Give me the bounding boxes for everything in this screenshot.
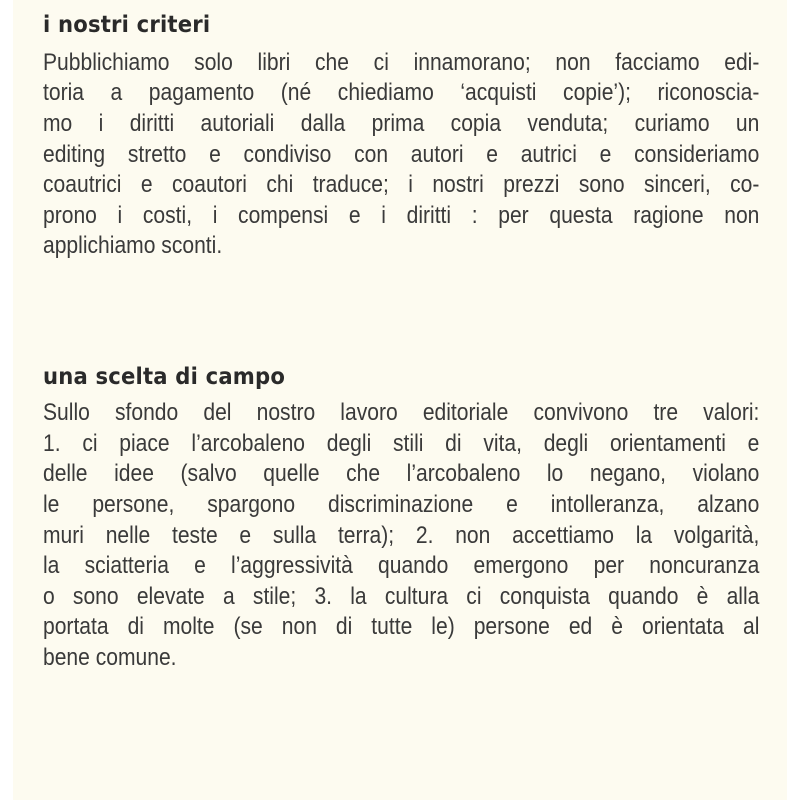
paragraph-line: o sono elevate a stile; 3. la cultura ci conquista quando è alla — [43, 583, 760, 610]
paragraph-line: editing stretto e condiviso con autori e autrici e consideriamo — [43, 141, 760, 168]
paragraph-line: prono i costi, i compensi e i diritti : per questa ragione non — [43, 202, 760, 229]
paragraph-line: bene comune. — [43, 644, 177, 671]
paragraph-line: Sullo sfondo del nostro lavoro editoriale convivono tre valori: — [43, 399, 760, 426]
section-heading-criteri: i nostri criteri — [43, 12, 211, 38]
paragraph-line: Pubblichiamo solo libri che ci innamorano; non facciamo edi- — [43, 49, 760, 76]
paragraph-line: la sciatteria e l’aggressività quando emergono per noncuranza — [43, 552, 760, 579]
paragraph-line: delle idee (salvo quelle che l’arcobaleno lo negano, violano — [43, 460, 760, 487]
paragraph-line: 1. ci piace l’arcobaleno degli stili di vita, degli orientamenti e — [43, 430, 760, 457]
paragraph-line: muri nelle teste e sulla terra); 2. non accettiamo la volgarità, — [43, 522, 760, 549]
paragraph-line: applichiamo sconti. — [43, 232, 223, 259]
section-heading-scelta-di-campo: una scelta di campo — [43, 364, 286, 390]
paragraph-line: coautrici e coautori chi traduce; i nostri prezzi sono sinceri, co- — [43, 171, 760, 198]
paragraph-line: toria a pagamento (né chiediamo ‘acquisti copie’); riconoscia- — [43, 79, 760, 106]
paragraph-line: mo i diritti autoriali dalla prima copia venduta; curiamo un — [43, 110, 760, 137]
paragraph-line: le persone, spargono discriminazione e intolleranza, alzano — [43, 491, 760, 518]
paragraph-line: portata di molte (se non di tutte le) persone ed è orientata al — [43, 613, 760, 640]
